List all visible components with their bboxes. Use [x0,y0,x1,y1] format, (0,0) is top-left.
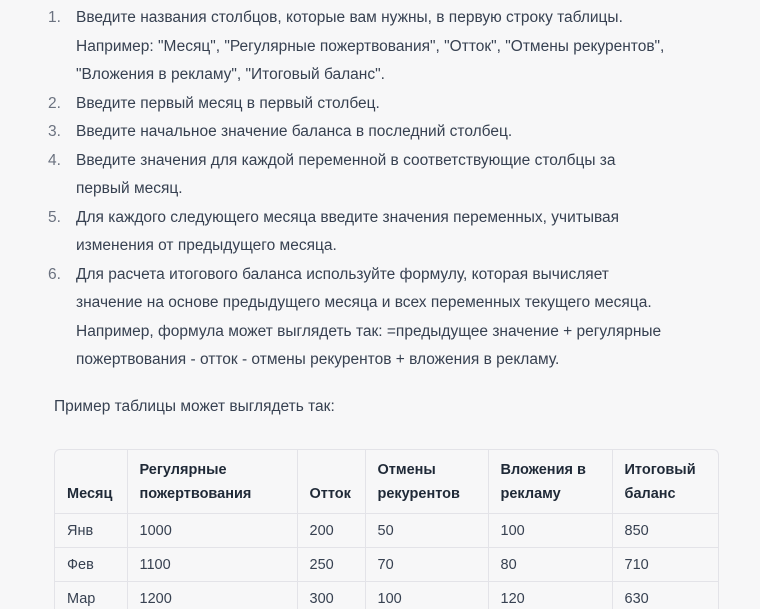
table-row [55,548,718,582]
column-header-recurring-cancellations: Отмены рекурентов [365,450,488,514]
table-cell: 80 [488,548,612,582]
step-text-line: Введите первый месяц в первый столбец. [76,94,380,112]
step-text-line: изменения от предыдущего месяца. [76,237,337,254]
column-header-month: Месяц [55,450,127,514]
table-cell: 100 [365,582,488,609]
column-header-final-balance: Итоговый баланс [612,450,718,514]
step-4 [0,147,760,204]
column-header-ad-investment: Вложения в рекламу [488,450,612,514]
table-cell: 1200 [127,582,297,609]
step-text-line: Например: "Месяц", "Регулярные пожертвования", "Отток", "Отмены рекурентов", [76,37,665,55]
step-3 [0,118,760,147]
table-cell: 300 [297,582,365,609]
step-number: 2. [48,94,61,112]
table-cell: Янв [55,514,127,548]
example-table [55,450,718,609]
step-1 [0,4,760,90]
step-text-line: Введите значения для каждой переменной в соответствующие столбцы за [76,151,616,169]
table-cell: 630 [612,582,718,609]
step-number: 4. [48,151,61,169]
table-cell: 1100 [127,548,297,582]
example-table-container [54,449,719,609]
step-text-line: Введите начальное значение баланса в последний столбец. [76,123,513,140]
column-header-regular-donations: Регулярные пожертвования [127,450,297,514]
step-text-line: Например, формула может выглядеть так: =предыдущее значение + регулярные [76,322,662,340]
column-header-churn: Отток [297,450,365,514]
table-cell: 710 [612,548,718,582]
table-cell: 50 [365,514,488,548]
table-cell: 1000 [127,514,297,548]
instruction-list [0,4,760,375]
step-6 [0,261,760,375]
step-text-line: Для каждого следующего месяца введите значения переменных, учитывая [76,208,620,226]
step-number: 5. [48,208,61,226]
step-number: 1. [48,9,61,26]
table-cell: 850 [612,514,718,548]
table-intro-text: Пример таблицы может выглядеть так: [54,398,335,415]
table-cell: 100 [488,514,612,548]
table-cell: 70 [365,548,488,582]
step-text-line: Введите названия столбцов, которые вам нужны, в первую строку таблицы. [76,9,623,26]
step-text-line: "Вложения в рекламу", "Итоговый баланс". [76,66,385,83]
table-header-row [55,450,718,514]
step-text-line: значение на основе предыдущего месяца и всех переменных текущего месяца. [76,294,652,311]
step-2 [0,90,760,119]
table-cell: Мар [55,582,127,609]
table-cell: Фев [55,548,127,582]
table-row [55,582,718,609]
table-cell: 250 [297,548,365,582]
step-number: 3. [48,123,61,140]
step-text-line: Для расчета итогового баланса используйте формулу, которая вычисляет [76,265,609,283]
table-cell: 200 [297,514,365,548]
step-text-line: пожертвования - отток - отмены рекурентов + вложения в рекламу. [76,351,560,368]
table-row [55,514,718,548]
table-cell: 120 [488,582,612,609]
step-5 [0,204,760,261]
step-text-line: первый месяц. [76,180,183,197]
step-number: 6. [48,265,61,283]
